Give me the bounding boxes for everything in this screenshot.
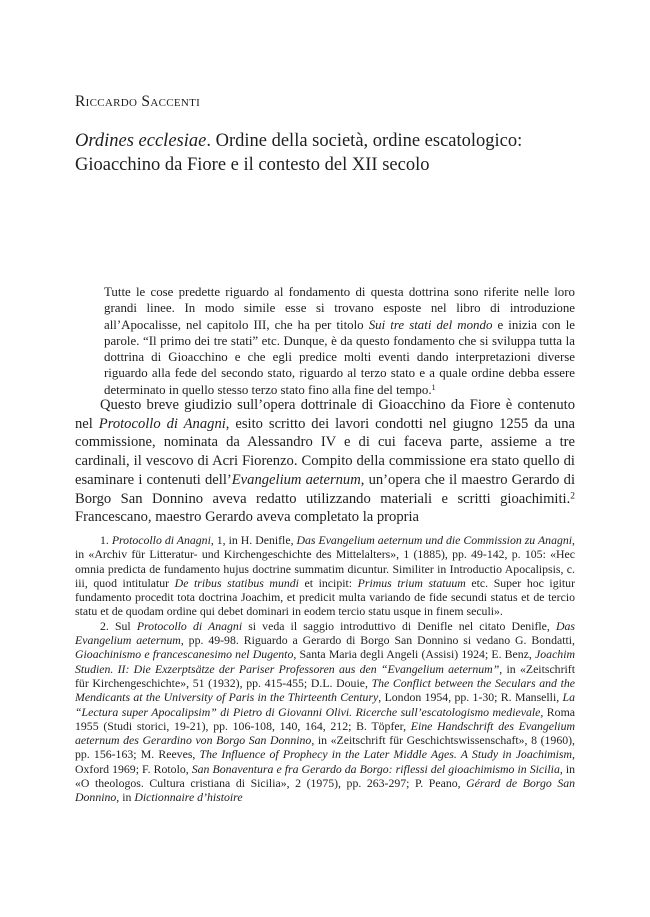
footnote-2-run: 2. Sul xyxy=(100,618,137,633)
footnote-1-run: Das Evangelium aeternum und die Commission zu Anagni xyxy=(296,533,573,547)
quote-italic-1: Sui tre stati del mondo xyxy=(368,317,493,332)
footnote-2-run: Joachim Studien. II: Die Exzerptsätze der Pariser Professoren aus den “Evangelium aeternum” xyxy=(75,647,575,676)
footnote-2-run: , Santa Maria degli Angeli (Assisi) 1924; E. Benz, xyxy=(293,647,536,662)
footnote-2-run: The Conflict between the Seculars and the Mendicants at the University of Paris in the Thirteenth Century xyxy=(75,675,575,705)
footnote-2-run: , in xyxy=(116,790,135,805)
title-italic-part: Ordines ecclesiae xyxy=(75,131,207,151)
quote-text-2: e inizia con le parole. “Il primo dei tre stati” etc. Dunque, è da questo fondamento che si sviluppa tutta la dottrina di Gioacchino e che egli predice molti eventi dando interpretazioni diverse riguardo alla fede del secondo stato, riguardo al terzo stato e a quale ordine debba essere determinato in quello stesso terzo stato fino alla fine del tempo. xyxy=(104,317,575,397)
body-italic-1: Protocollo di Anagni xyxy=(98,415,226,432)
footnote-2-run: , in «O theologos. Cultura cristiana di Sicilia», 2 (1975), pp. 263-297; P. Peano, xyxy=(75,761,576,791)
footnote-2-run: The Influence of Prophecy in the Later Middle Ages. A Study in Joachimism xyxy=(199,747,573,762)
footnote-2-run: Gérard de Borgo San Donnino xyxy=(75,776,576,805)
footnote-ref-2: 2 xyxy=(570,491,575,502)
title-rest: . Ordine della società, ordine escatologico: Gioacchino da Fiore e il contesto del XII secolo xyxy=(75,131,523,175)
footnote-1-run: , 1, in H. Denifle, xyxy=(210,533,297,547)
footnote-2-run: Dictionnaire d’histoire xyxy=(134,790,243,805)
footnote-ref-1: 1 xyxy=(431,383,436,393)
block-quote xyxy=(104,284,575,398)
body-text-2: , esito scritto dei lavori condotti nel giugno 1255 da una commissione, nominata da Alessandro IV e di cui faceva parte, assieme a tre cardinali, il vescovo di Acri Fiorenzo. Compito della commissione era stato quello di esaminare i contenuti dell’ xyxy=(75,415,576,488)
body-italic-2: Evangelium aeternum xyxy=(231,471,361,488)
footnote-2-run: , pp. 49-98. Riguardo a Gerardo di Borgo San Donnino si vedano G. Bondatti, xyxy=(180,633,575,648)
footnote-2 xyxy=(75,619,575,805)
footnote-2-run: Protocollo di Anagni xyxy=(136,618,243,633)
author-name: Riccardo Saccenti xyxy=(75,93,201,110)
footnotes xyxy=(75,533,575,805)
body-paragraph xyxy=(75,396,575,527)
body-text-4: Francescano, maestro Gerardo aveva completato la propria xyxy=(75,509,420,526)
footnote-2-run: si veda il saggio introduttivo di Denifle nel citato Denifle, xyxy=(242,618,556,633)
footnote-2-run: , London 1954, pp. 1-30; R. Manselli, xyxy=(378,690,563,705)
footnote-2-run: Das Evangelium aeternum xyxy=(75,618,575,648)
footnote-2-run: Roma 1955 (Studi storici, 19-21), pp. 106-108, 140, 164, 212; B. Töpfer, xyxy=(75,704,575,733)
footnote-2-run: San Bonaventura e fra Gerardo da Borgo: riflessi del gioachimismo in Sicilia xyxy=(191,761,560,776)
footnote-2-run: , in «Zeitschrift für Geschichtswissenschaft», 8 (1960), pp. 156-163; M. Reeves, xyxy=(75,733,575,762)
footnote-1-run: et incipit: xyxy=(298,575,358,590)
footnote-1-run: Primus trium statuum xyxy=(357,575,466,590)
footnote-2-run: , Oxford 1969; F. Rotolo, xyxy=(75,747,575,776)
footnote-1-run: 1. xyxy=(100,533,112,547)
footnote-2-run: Gioachinismo e francescanesimo nel Dugento xyxy=(75,647,294,662)
footnote-1-run: De tribus statibus mundi xyxy=(174,575,299,590)
quote-text-1: Tutte le cose predette riguardo al fondamento di questa dottrina sono riferite nelle loro grandi linee. In modo simile esse si trovano esposte nel libro di introduzione all’Apocalisse, nel capitolo III, che ha per titolo xyxy=(104,285,575,332)
footnote-1-run: etc. Super hoc igitur fundamento procedit tota doctrina Joachim, et predicit multa variando de fide secundi status et de tercio statu et de quodam ordine qui debet dominari in eodem tercio statu usque in finem seculi». xyxy=(75,575,575,619)
body-text-1: Questo breve giudizio sull’opera dottrinale di Gioacchino da Fiore è contenuto nel xyxy=(75,397,575,432)
footnote-1 xyxy=(75,533,575,619)
footnote-2-run: , in «Zeitschrift für Kirchengeschichte», 51 (1932), pp. 415-455; D.L. Douie, xyxy=(75,661,575,690)
footnote-2-run: La “Lectura super Apocalipsim” di Pietro di Giovanni Olivi. Ricerche sull’escatologismo medievale, xyxy=(75,690,575,719)
footnote-1-run: Protocollo di Anagni xyxy=(111,533,211,547)
footnote-1-run: , in «Archiv für Litteratur- und Kirchengeschichte des Mittelalters», 1 (1885), pp. 49-142, p. 105: «Hec omnia predicta de fundamento hujus doctrine summatim dicuntur. Similiter in Introductio Apocalipsis, c. iii, quod intitulatur xyxy=(75,533,575,590)
body-text-3: , un’opera che il maestro Gerardo di Borgo San Donnino aveva redatto utilizzando materiali e scritti gioachimiti. xyxy=(75,471,575,507)
article-title xyxy=(75,130,575,177)
footnote-2-run: Eine Handschrift des Evangelium aeternum des Gerardino von Borgo San Donnino xyxy=(75,718,575,748)
